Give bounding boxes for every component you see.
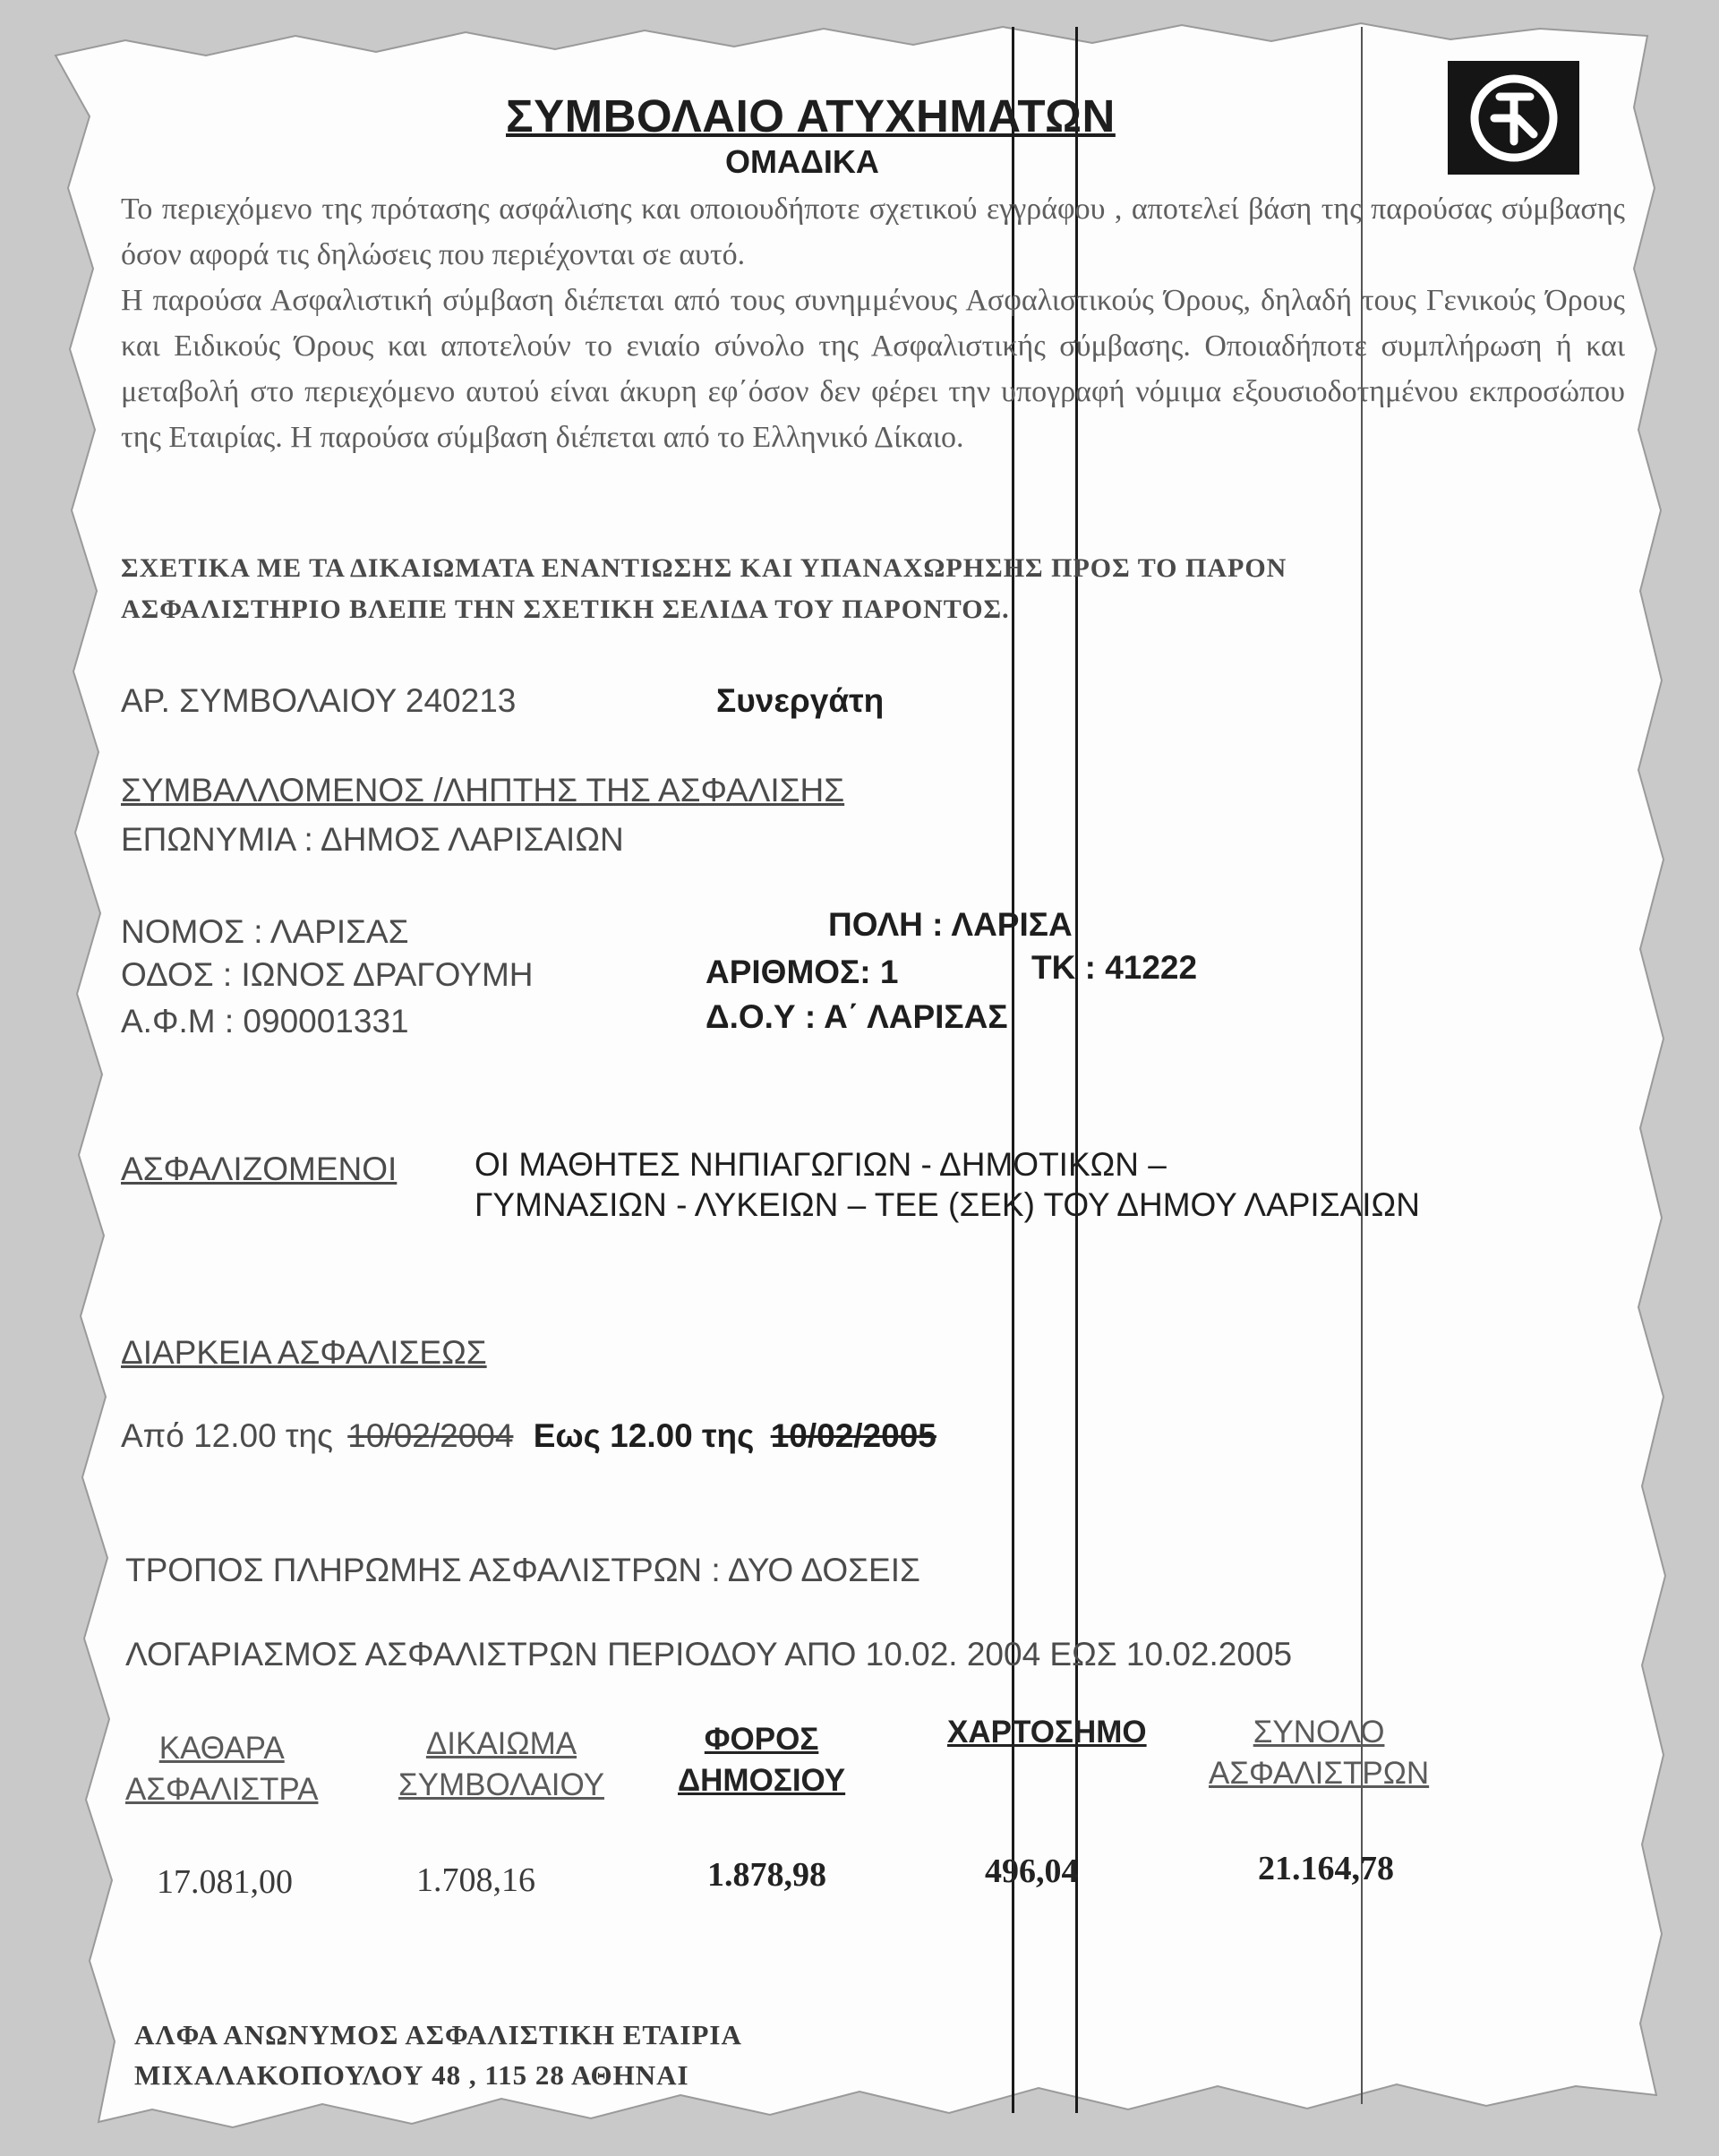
duration-to-date: 10/02/2005 xyxy=(770,1417,936,1454)
payment-method: ΤΡΟΠΟΣ ΠΛΗΡΩΜΗΣ ΑΣΦΑΛΙΣΤΡΩΝ : ΔΥΟ ΔΟΣΕΙΣ xyxy=(125,1552,920,1588)
document-subtitle: ΟΜΑΔΙΚΑ xyxy=(725,143,879,180)
intro-terms xyxy=(121,186,1625,460)
policyholder-name: ΕΠΩΝΥΜΙΑ : ΔΗΜΟΣ ΛΑΡΙΣΑΙΩΝ xyxy=(121,821,624,858)
premium-header-policy-fee: ΔΙΚΑΙΩΜΑ ΣΥΜΒΟΛΑΙΟΥ xyxy=(398,1726,604,1802)
partner-label: Συνεργάτη xyxy=(716,682,885,719)
insured-line: ΓΥΜΝΑΣΙΩΝ - ΛΥΚΕΙΩΝ – ΤΕΕ (ΣΕΚ) ΤΟΥ ΔΗΜΟΥ ΛΑΡΙΣΑΙΩΝ xyxy=(475,1186,1420,1223)
postcode-field: ΤΚ : 41222 xyxy=(1031,949,1198,986)
address-number-field: ΑΡΙΘΜΟΣ: 1 xyxy=(706,954,899,990)
premium-period: ΛΟΓΑΡΙΑΣΜΟΣ ΑΣΦΑΛΙΣΤΡΩΝ ΠΕΡΙΟΔΟΥ ΑΠΟ 10.02. 2004 ΕΩΣ 10.02.2005 xyxy=(125,1636,1293,1673)
street-field: ΟΔΟΣ : ΙΩΝΟΣ ΔΡΑΓΟΥΜΗ xyxy=(121,956,534,993)
rights-notice xyxy=(121,548,1553,630)
policy-number: ΑΡ. ΣΥΜΒΟΛΑΙΟΥ 240213 xyxy=(121,682,517,719)
premium-value-policy-fee: 1.708,16 xyxy=(416,1861,535,1899)
premium-value-total: 21.164,78 xyxy=(1258,1850,1394,1887)
prefecture-field: ΝΟΜΟΣ : ΛΑΡΙΣΑΣ xyxy=(121,913,409,950)
premium-header-total: ΣΥΝΟΛΟ ΑΣΦΑΛΙΣΤΡΩΝ xyxy=(1209,1715,1430,1791)
city-field: ΠΟΛΗ : ΛΑΡΙΣΑ xyxy=(828,906,1073,943)
premium-header-tax: ΦΟΡΟΣ ΔΗΜΟΣΙΟΥ xyxy=(678,1722,846,1798)
insured-line: ΟΙ ΜΑΘΗΤΕΣ ΝΗΠΙΑΓΩΓΙΩΝ - ΔΗΜΟΤΙΚΩΝ – xyxy=(475,1146,1167,1183)
premium-header-net: ΚΑΘΑΡΑ ΑΣΦΑΛΙΣΤΡΑ xyxy=(125,1731,319,1807)
logo-mark-icon xyxy=(1467,72,1561,165)
tax-id-field: Α.Φ.Μ : 090001331 xyxy=(121,1003,409,1040)
company-address: ΜΙΧΑΛΑΚΟΠΟΥΛΟΥ 48 , 115 28 ΑΘΗΝΑΙ xyxy=(134,2059,689,2091)
policyholder-heading: ΣΥΜΒΑΛΛΟΜΕΝΟΣ /ΛΗΠΤΗΣ ΤΗΣ ΑΣΦΑΛΙΣΗΣ xyxy=(121,772,845,808)
premium-header-stamp-duty: ΧΑΡΤΟΣΗΜΟ xyxy=(947,1715,1147,1750)
tax-office-field: Δ.Ο.Υ : Α΄ ΛΑΡΙΣΑΣ xyxy=(706,998,1008,1035)
duration-line xyxy=(121,1417,936,1455)
duration-from-label: Από 12.00 της xyxy=(121,1417,333,1454)
alpha-insurance-logo-icon xyxy=(1448,61,1579,175)
duration-from-date: 10/02/2004 xyxy=(347,1417,514,1454)
duration-to-label: Εως 12.00 της xyxy=(533,1417,755,1454)
intro-paragraph: Η παρούσα Ασφαλιστική σύμβαση διέπεται από τους συνημμένους Ασφαλιστικούς Όρους, δηλαδή τους Γενικούς Όρους και Ειδικούς Όρους και αποτελούν το ενιαίο σύνολο της Ασφαλιστικής σύμβασης. Οποιαδήποτε συμπλήρωση ή και μεταβολή στο περιεχόμενο αυτού είναι άκυρη εφ΄όσον δεν φέρει την υπογραφή νόμιμα εξουσιοδοτημένου εκπροσώπου της Εταιρίας. Η παρούσα σύμβαση διέπεται από το Ελληνικό Δίκαιο. xyxy=(121,284,1625,454)
document-title: ΣΥΜΒΟΛΑΙΟ ΑΤΥΧΗΜΑΤΩΝ xyxy=(506,90,1116,141)
notice-line: ΣΧΕΤΙΚΑ ΜΕ ΤΑ ΔΙΚΑΙΩΜΑΤΑ ΕΝΑΝΤΙΩΣΗΣ ΚΑΙ ΥΠΑΝΑΧΩΡΗΣΗΣ ΠΡΟΣ ΤΟ ΠΑΡΟΝ xyxy=(121,553,1287,583)
intro-paragraph: Το περιεχόμενο της πρότασης ασφάλισης και οποιουδήποτε σχετικού εγγράφου , αποτελεί βάση της παρούσας σύμβασης όσον αφορά τις δηλώσεις που περιέχονται σε αυτό. xyxy=(121,192,1625,271)
premium-value-stamp-duty: 496,04 xyxy=(985,1852,1079,1890)
company-name: ΑΛΦΑ ΑΝΩΝΥΜΟΣ ΑΣΦΑΛΙΣΤΙΚΗ ΕΤΑΙΡΙΑ xyxy=(134,2019,742,2050)
duration-heading: ΔΙΑΡΚΕΙΑ ΑΣΦΑΛΙΣΕΩΣ xyxy=(121,1334,487,1371)
premium-value-net: 17.081,00 xyxy=(157,1863,293,1901)
notice-line: ΑΣΦΑΛΙΣΤΗΡΙΟ ΒΛΕΠΕ ΤΗΝ ΣΧΕΤΙΚΗ ΣΕΛΙΔΑ ΤΟΥ ΠΑΡΟΝΤΟΣ. xyxy=(121,595,1010,624)
company-footer xyxy=(134,2015,742,2095)
insured-label: ΑΣΦΑΛΙΖΟΜΕΝΟΙ xyxy=(121,1151,398,1187)
premium-value-tax: 1.878,98 xyxy=(707,1856,826,1894)
